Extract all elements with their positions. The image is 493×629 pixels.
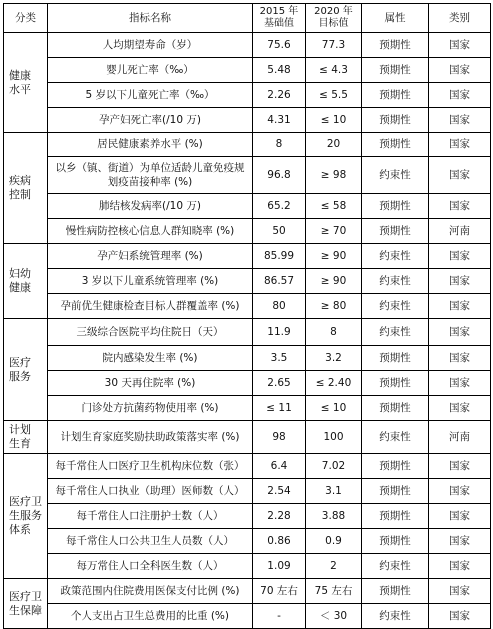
category-cell: 医疗 服务 xyxy=(4,319,48,421)
indicator-name-cell: 以乡（镇、街道）为单位适龄儿童免疫规 划疫苗接种率 (%) xyxy=(48,157,253,194)
type-cell: 国家 xyxy=(429,529,491,554)
attribute-cell: 预期性 xyxy=(362,194,429,219)
indicator-name-cell: 3 岁以下儿童系统管理率 (%) xyxy=(48,269,253,294)
base-value-2015-cell: 6.4 xyxy=(253,454,306,479)
table-row xyxy=(4,479,491,504)
table-row xyxy=(4,157,491,194)
indicator-name-cell: 院内感染发生率 (%) xyxy=(48,346,253,371)
type-cell: 河南 xyxy=(429,219,491,244)
base-value-2015-cell: 11.9 xyxy=(253,319,306,346)
health-indicator-table xyxy=(3,3,491,629)
base-value-2015-cell: 70 左右 xyxy=(253,579,306,604)
attribute-cell: 预期性 xyxy=(362,133,429,157)
target-value-2020-cell: 3.88 xyxy=(306,504,362,529)
indicator-name-cell: 每千常住人口公共卫生人员数（人） xyxy=(48,529,253,554)
attribute-cell: 预期性 xyxy=(362,83,429,108)
category-cell: 疾病 控制 xyxy=(4,133,48,244)
base-value-2015-cell: 0.86 xyxy=(253,529,306,554)
indicator-name-cell: 孕前优生健康检查目标人群覆盖率 (%) xyxy=(48,294,253,319)
table-row xyxy=(4,33,491,58)
base-value-2015-cell: 2.65 xyxy=(253,371,306,396)
base-value-2015-cell: 4.31 xyxy=(253,108,306,133)
base-value-2015-cell: - xyxy=(253,604,306,629)
table-row xyxy=(4,133,491,157)
table-row xyxy=(4,194,491,219)
base-value-2015-cell: 50 xyxy=(253,219,306,244)
target-value-2020-cell: 3.1 xyxy=(306,479,362,504)
attribute-cell: 预期性 xyxy=(362,371,429,396)
table-row xyxy=(4,421,491,454)
header-indicator: 指标名称 xyxy=(48,4,253,33)
category-cell: 妇幼 健康 xyxy=(4,244,48,319)
table-row xyxy=(4,108,491,133)
table-row xyxy=(4,504,491,529)
indicator-name-cell: 孕产妇死亡率(/10 万) xyxy=(48,108,253,133)
table-row xyxy=(4,371,491,396)
table-row xyxy=(4,83,491,108)
attribute-cell: 预期性 xyxy=(362,346,429,371)
type-cell: 国家 xyxy=(429,269,491,294)
target-value-2020-cell: ≥ 90 xyxy=(306,269,362,294)
attribute-cell: 预期性 xyxy=(362,479,429,504)
target-value-2020-cell: ≤ 10 xyxy=(306,108,362,133)
indicator-name-cell: 孕产妇系统管理率 (%) xyxy=(48,244,253,269)
base-value-2015-cell: 5.48 xyxy=(253,58,306,83)
attribute-cell: 预期性 xyxy=(362,454,429,479)
type-cell: 国家 xyxy=(429,133,491,157)
table-row xyxy=(4,554,491,579)
base-value-2015-cell: 3.5 xyxy=(253,346,306,371)
type-cell: 国家 xyxy=(429,83,491,108)
type-cell: 国家 xyxy=(429,194,491,219)
base-value-2015-cell: 2.28 xyxy=(253,504,306,529)
base-value-2015-cell: 85.99 xyxy=(253,244,306,269)
attribute-cell: 约束性 xyxy=(362,319,429,346)
target-value-2020-cell: 100 xyxy=(306,421,362,454)
target-value-2020-cell: 7.02 xyxy=(306,454,362,479)
table-row xyxy=(4,269,491,294)
indicator-name-cell: 30 天再住院率 (%) xyxy=(48,371,253,396)
type-cell: 国家 xyxy=(429,157,491,194)
indicator-table-wrapper xyxy=(3,3,490,622)
attribute-cell: 预期性 xyxy=(362,579,429,604)
target-value-2020-cell: ≥ 80 xyxy=(306,294,362,319)
table-row xyxy=(4,219,491,244)
type-cell: 国家 xyxy=(429,454,491,479)
table-row xyxy=(4,529,491,554)
type-cell: 国家 xyxy=(429,108,491,133)
indicator-name-cell: 每万常住人口全科医生数（人） xyxy=(48,554,253,579)
attribute-cell: 预期性 xyxy=(362,504,429,529)
attribute-cell: 预期性 xyxy=(362,219,429,244)
table-row xyxy=(4,454,491,479)
target-value-2020-cell: ≤ 2.40 xyxy=(306,371,362,396)
indicator-name-cell: 每千常住人口注册护士数（人） xyxy=(48,504,253,529)
attribute-cell: 预期性 xyxy=(362,33,429,58)
attribute-cell: 预期性 xyxy=(362,396,429,421)
target-value-2020-cell: 2 xyxy=(306,554,362,579)
attribute-cell: 约束性 xyxy=(362,244,429,269)
base-value-2015-cell: 86.57 xyxy=(253,269,306,294)
attribute-cell: 预期性 xyxy=(362,529,429,554)
target-value-2020-cell: 75 左右 xyxy=(306,579,362,604)
target-value-2020-cell: ≥ 98 xyxy=(306,157,362,194)
table-row xyxy=(4,58,491,83)
target-value-2020-cell: ≤ 58 xyxy=(306,194,362,219)
indicator-name-cell: 三级综合医院平均住院日（天） xyxy=(48,319,253,346)
base-value-2015-cell: 8 xyxy=(253,133,306,157)
type-cell: 国家 xyxy=(429,579,491,604)
base-value-2015-cell: 96.8 xyxy=(253,157,306,194)
indicator-name-cell: 5 岁以下儿童死亡率（‰） xyxy=(48,83,253,108)
base-value-2015-cell: 2.54 xyxy=(253,479,306,504)
base-value-2015-cell: 2.26 xyxy=(253,83,306,108)
target-value-2020-cell: ≤ 4.3 xyxy=(306,58,362,83)
type-cell: 河南 xyxy=(429,421,491,454)
target-value-2020-cell: ＜ 30 xyxy=(306,604,362,629)
target-value-2020-cell: ≤ 5.5 xyxy=(306,83,362,108)
target-value-2020-cell: 3.2 xyxy=(306,346,362,371)
indicator-name-cell: 计划生育家庭奖励扶助政策落实率 (%) xyxy=(48,421,253,454)
type-cell: 国家 xyxy=(429,294,491,319)
table-row xyxy=(4,396,491,421)
attribute-cell: 约束性 xyxy=(362,294,429,319)
type-cell: 国家 xyxy=(429,554,491,579)
indicator-name-cell: 门诊处方抗菌药物使用率 (%) xyxy=(48,396,253,421)
category-cell: 医疗卫 生服务 体系 xyxy=(4,454,48,579)
type-cell: 国家 xyxy=(429,371,491,396)
target-value-2020-cell: 77.3 xyxy=(306,33,362,58)
category-cell: 医疗卫 生保障 xyxy=(4,579,48,629)
header-type: 类别 xyxy=(429,4,491,33)
type-cell: 国家 xyxy=(429,346,491,371)
table-row xyxy=(4,579,491,604)
indicator-name-cell: 慢性病防控核心信息人群知晓率 (%) xyxy=(48,219,253,244)
category-cell: 健康 水平 xyxy=(4,33,48,133)
attribute-cell: 预期性 xyxy=(362,58,429,83)
table-row xyxy=(4,604,491,629)
target-value-2020-cell: ≥ 90 xyxy=(306,244,362,269)
target-value-2020-cell: 0.9 xyxy=(306,529,362,554)
type-cell: 国家 xyxy=(429,33,491,58)
table-row xyxy=(4,346,491,371)
type-cell: 国家 xyxy=(429,504,491,529)
type-cell: 国家 xyxy=(429,396,491,421)
type-cell: 国家 xyxy=(429,319,491,346)
base-value-2015-cell: 1.09 xyxy=(253,554,306,579)
indicator-name-cell: 每千常住人口执业（助理）医师数（人） xyxy=(48,479,253,504)
indicator-name-cell: 肺结核发病率(/10 万) xyxy=(48,194,253,219)
indicator-name-cell: 个人支出占卫生总费用的比重 (%) xyxy=(48,604,253,629)
base-value-2015-cell: 80 xyxy=(253,294,306,319)
target-value-2020-cell: ≤ 10 xyxy=(306,396,362,421)
attribute-cell: 约束性 xyxy=(362,554,429,579)
table-row xyxy=(4,244,491,269)
target-value-2020-cell: ≥ 70 xyxy=(306,219,362,244)
attribute-cell: 预期性 xyxy=(362,108,429,133)
type-cell: 国家 xyxy=(429,244,491,269)
table-header-row xyxy=(4,4,491,33)
target-value-2020-cell: 8 xyxy=(306,319,362,346)
base-value-2015-cell: 75.6 xyxy=(253,33,306,58)
attribute-cell: 约束性 xyxy=(362,604,429,629)
attribute-cell: 约束性 xyxy=(362,421,429,454)
indicator-name-cell: 人均期望寿命（岁） xyxy=(48,33,253,58)
table-row xyxy=(4,294,491,319)
header-category: 分类 xyxy=(4,4,48,33)
attribute-cell: 约束性 xyxy=(362,269,429,294)
type-cell: 国家 xyxy=(429,604,491,629)
indicator-name-cell: 婴儿死亡率（‰） xyxy=(48,58,253,83)
attribute-cell: 约束性 xyxy=(362,157,429,194)
header-base-2015: 2015 年 基础值 xyxy=(253,4,306,33)
base-value-2015-cell: 98 xyxy=(253,421,306,454)
target-value-2020-cell: 20 xyxy=(306,133,362,157)
header-target-2020: 2020 年 目标值 xyxy=(306,4,362,33)
indicator-name-cell: 政策范围内住院费用医保支付比例 (%) xyxy=(48,579,253,604)
category-cell: 计划 生育 xyxy=(4,421,48,454)
type-cell: 国家 xyxy=(429,479,491,504)
indicator-name-cell: 每千常住人口医疗卫生机构床位数（张） xyxy=(48,454,253,479)
indicator-name-cell: 居民健康素养水平 (%) xyxy=(48,133,253,157)
table-row xyxy=(4,319,491,346)
base-value-2015-cell: 65.2 xyxy=(253,194,306,219)
header-attribute: 属性 xyxy=(362,4,429,33)
base-value-2015-cell: ≤ 11 xyxy=(253,396,306,421)
type-cell: 国家 xyxy=(429,58,491,83)
